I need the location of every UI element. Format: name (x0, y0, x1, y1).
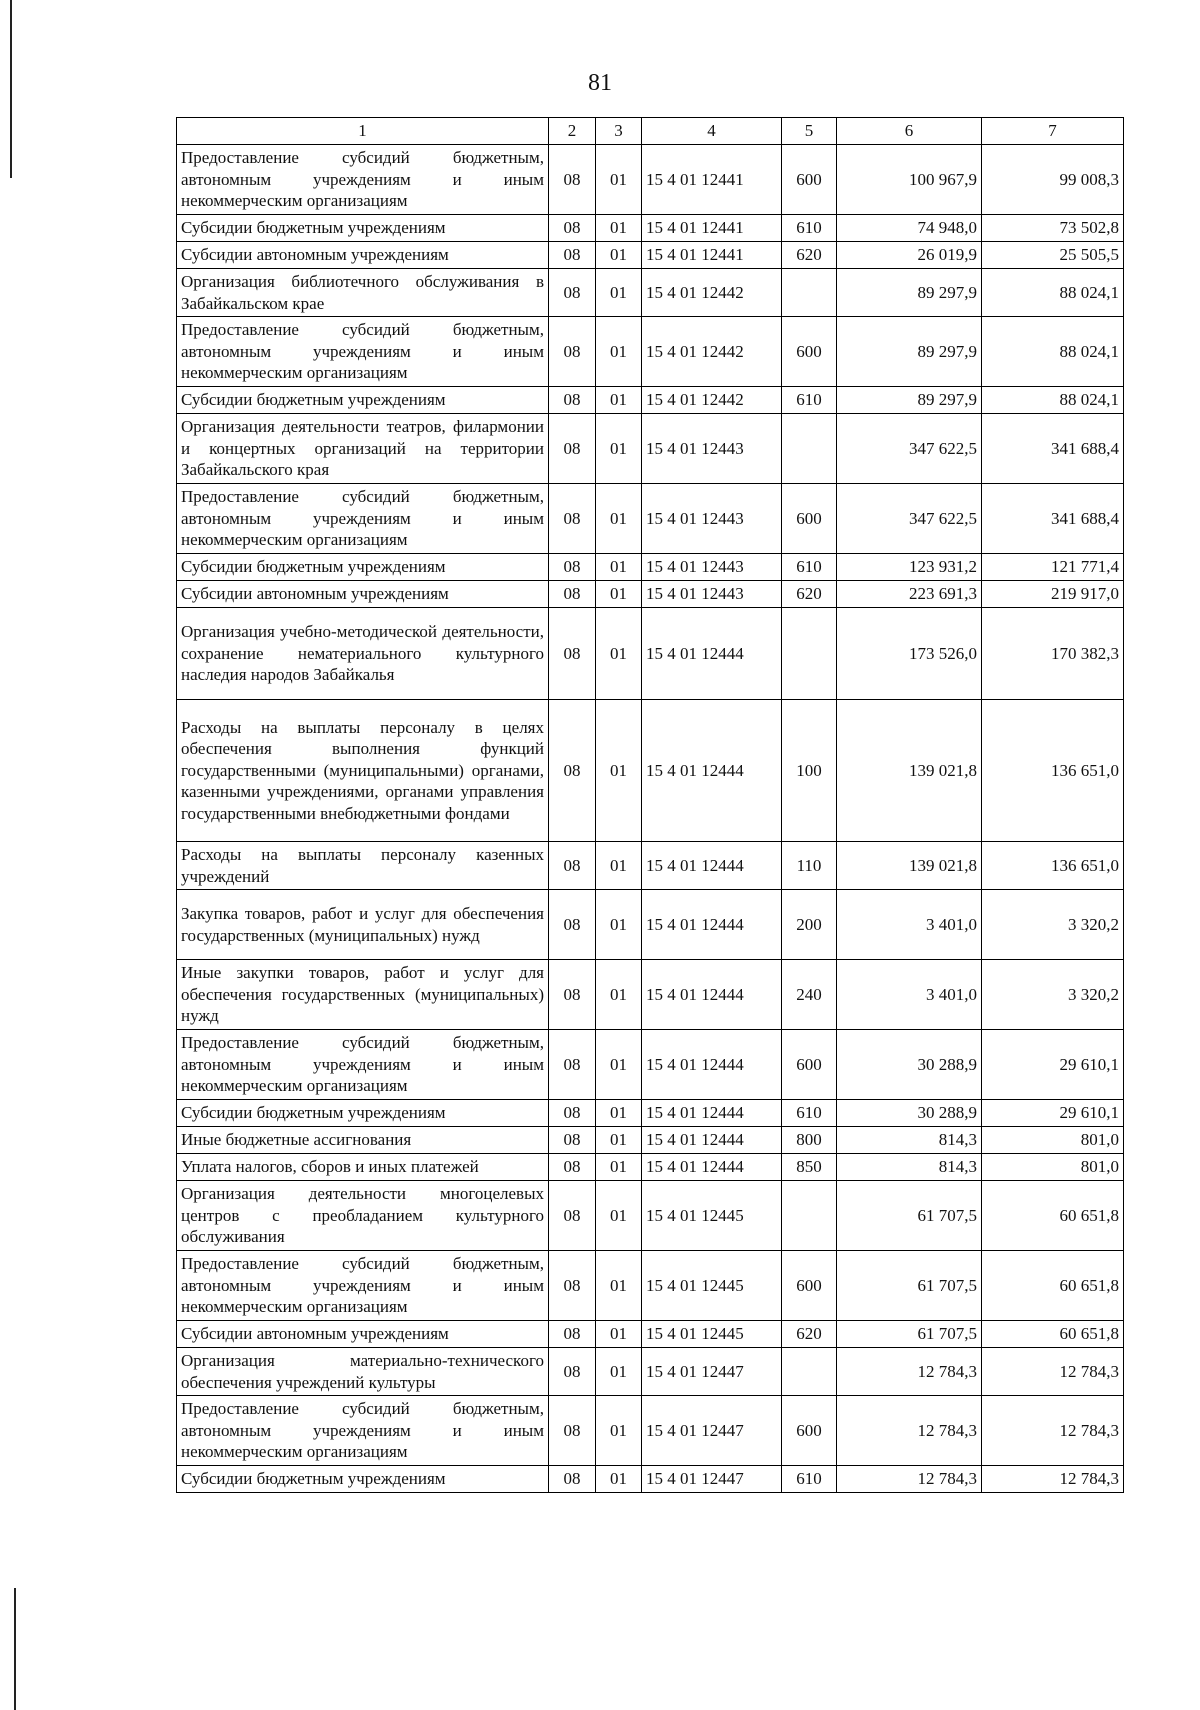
cell-amount-col6: 139 021,8 (837, 700, 982, 842)
cell-target-code: 15 4 01 12443 (642, 554, 782, 581)
cell-expense-type: 600 (782, 145, 837, 215)
cell-section: 08 (549, 890, 596, 960)
cell-amount-col7: 60 651,8 (982, 1321, 1124, 1348)
cell-name: Предоставление субсидий бюджетным, автономным учреждениям и иным некоммерческим организациям (177, 145, 549, 215)
cell-amount-col6: 347 622,5 (837, 484, 982, 554)
cell-name: Организация материально-технического обеспечения учреждений культуры (177, 1348, 549, 1396)
cell-name: Предоставление субсидий бюджетным, автономным учреждениям и иным некоммерческим организациям (177, 484, 549, 554)
cell-section: 08 (549, 317, 596, 387)
cell-subsection: 01 (596, 242, 642, 269)
cell-target-code: 15 4 01 12441 (642, 145, 782, 215)
cell-subsection: 01 (596, 269, 642, 317)
cell-expense-type: 600 (782, 317, 837, 387)
cell-target-code: 15 4 01 12447 (642, 1348, 782, 1396)
cell-expense-type (782, 414, 837, 484)
cell-amount-col7: 136 651,0 (982, 700, 1124, 842)
table-row (177, 414, 1124, 484)
cell-amount-col7: 73 502,8 (982, 215, 1124, 242)
cell-target-code: 15 4 01 12442 (642, 387, 782, 414)
table-row (177, 1100, 1124, 1127)
table-row (177, 554, 1124, 581)
cell-section: 08 (549, 484, 596, 554)
cell-expense-type: 610 (782, 1100, 837, 1127)
cell-amount-col7: 219 917,0 (982, 581, 1124, 608)
cell-section: 08 (549, 1030, 596, 1100)
cell-target-code: 15 4 01 12441 (642, 242, 782, 269)
cell-name: Предоставление субсидий бюджетным, автономным учреждениям и иным некоммерческим организациям (177, 1396, 549, 1466)
cell-name: Организация библиотечного обслуживания в Забайкальском крае (177, 269, 549, 317)
cell-amount-col6: 12 784,3 (837, 1348, 982, 1396)
cell-target-code: 15 4 01 12441 (642, 215, 782, 242)
cell-expense-type: 200 (782, 890, 837, 960)
cell-amount-col6: 30 288,9 (837, 1100, 982, 1127)
cell-amount-col7: 60 651,8 (982, 1251, 1124, 1321)
cell-name: Субсидии автономным учреждениям (177, 1321, 549, 1348)
cell-subsection: 01 (596, 700, 642, 842)
cell-expense-type: 620 (782, 581, 837, 608)
cell-target-code: 15 4 01 12444 (642, 842, 782, 890)
table-row (177, 484, 1124, 554)
cell-amount-col6: 814,3 (837, 1127, 982, 1154)
cell-subsection: 01 (596, 1154, 642, 1181)
cell-expense-type (782, 608, 837, 700)
table-row (177, 890, 1124, 960)
cell-target-code: 15 4 01 12442 (642, 269, 782, 317)
cell-section: 08 (549, 608, 596, 700)
table-row (177, 960, 1124, 1030)
cell-expense-type: 100 (782, 700, 837, 842)
header-cell-7: 7 (982, 118, 1124, 145)
cell-section: 08 (549, 1251, 596, 1321)
cell-section: 08 (549, 960, 596, 1030)
cell-subsection: 01 (596, 581, 642, 608)
table-row (177, 215, 1124, 242)
cell-expense-type (782, 1348, 837, 1396)
cell-name: Организация учебно-методической деятельности, сохранение нематериального культурного наследия народов Забайкалья (177, 608, 549, 700)
cell-amount-col7: 25 505,5 (982, 242, 1124, 269)
cell-subsection: 01 (596, 145, 642, 215)
cell-section: 08 (549, 1466, 596, 1493)
cell-target-code: 15 4 01 12444 (642, 608, 782, 700)
cell-subsection: 01 (596, 1321, 642, 1348)
cell-expense-type: 620 (782, 1321, 837, 1348)
cell-expense-type: 610 (782, 554, 837, 581)
cell-subsection: 01 (596, 1127, 642, 1154)
cell-amount-col6: 30 288,9 (837, 1030, 982, 1100)
cell-subsection: 01 (596, 1348, 642, 1396)
cell-amount-col7: 60 651,8 (982, 1181, 1124, 1251)
cell-amount-col7: 801,0 (982, 1127, 1124, 1154)
cell-section: 08 (549, 1348, 596, 1396)
cell-amount-col7: 88 024,1 (982, 317, 1124, 387)
cell-amount-col6: 61 707,5 (837, 1181, 982, 1251)
table-row (177, 700, 1124, 842)
cell-amount-col6: 61 707,5 (837, 1251, 982, 1321)
table-row (177, 387, 1124, 414)
cell-subsection: 01 (596, 414, 642, 484)
cell-name: Предоставление субсидий бюджетным, автономным учреждениям и иным некоммерческим организациям (177, 1251, 549, 1321)
cell-name: Организация деятельности театров, филармонии и концертных организаций на территории Забайкальского края (177, 414, 549, 484)
cell-subsection: 01 (596, 215, 642, 242)
cell-amount-col6: 139 021,8 (837, 842, 982, 890)
cell-target-code: 15 4 01 12444 (642, 1100, 782, 1127)
cell-target-code: 15 4 01 12444 (642, 1127, 782, 1154)
cell-section: 08 (549, 1154, 596, 1181)
table-row (177, 1321, 1124, 1348)
cell-name: Субсидии бюджетным учреждениям (177, 387, 549, 414)
cell-subsection: 01 (596, 960, 642, 1030)
cell-section: 08 (549, 215, 596, 242)
cell-subsection: 01 (596, 554, 642, 581)
cell-amount-col6: 74 948,0 (837, 215, 982, 242)
cell-target-code: 15 4 01 12444 (642, 890, 782, 960)
cell-amount-col6: 89 297,9 (837, 269, 982, 317)
cell-amount-col7: 29 610,1 (982, 1100, 1124, 1127)
table-row (177, 1348, 1124, 1396)
cell-section: 08 (549, 554, 596, 581)
cell-amount-col7: 341 688,4 (982, 414, 1124, 484)
cell-name: Субсидии бюджетным учреждениям (177, 554, 549, 581)
cell-amount-col6: 100 967,9 (837, 145, 982, 215)
cell-amount-col7: 136 651,0 (982, 842, 1124, 890)
table-row (177, 1127, 1124, 1154)
cell-target-code: 15 4 01 12445 (642, 1181, 782, 1251)
cell-expense-type: 600 (782, 1251, 837, 1321)
cell-amount-col7: 99 008,3 (982, 145, 1124, 215)
cell-target-code: 15 4 01 12444 (642, 1030, 782, 1100)
header-cell-1: 1 (177, 118, 549, 145)
cell-amount-col7: 121 771,4 (982, 554, 1124, 581)
cell-amount-col7: 12 784,3 (982, 1348, 1124, 1396)
header-cell-3: 3 (596, 118, 642, 145)
cell-amount-col6: 347 622,5 (837, 414, 982, 484)
table-row (177, 1396, 1124, 1466)
cell-expense-type: 110 (782, 842, 837, 890)
cell-expense-type: 620 (782, 242, 837, 269)
cell-amount-col6: 89 297,9 (837, 387, 982, 414)
cell-section: 08 (549, 387, 596, 414)
cell-expense-type: 610 (782, 215, 837, 242)
cell-target-code: 15 4 01 12444 (642, 700, 782, 842)
cell-expense-type: 600 (782, 1396, 837, 1466)
cell-subsection: 01 (596, 1396, 642, 1466)
cell-target-code: 15 4 01 12443 (642, 581, 782, 608)
cell-amount-col7: 3 320,2 (982, 890, 1124, 960)
cell-amount-col6: 12 784,3 (837, 1466, 982, 1493)
cell-section: 08 (549, 269, 596, 317)
cell-amount-col7: 12 784,3 (982, 1396, 1124, 1466)
cell-amount-col7: 88 024,1 (982, 387, 1124, 414)
cell-section: 08 (549, 1181, 596, 1251)
cell-subsection: 01 (596, 484, 642, 554)
cell-subsection: 01 (596, 1181, 642, 1251)
cell-amount-col6: 3 401,0 (837, 960, 982, 1030)
table-row (177, 317, 1124, 387)
cell-section: 08 (549, 1321, 596, 1348)
cell-amount-col7: 3 320,2 (982, 960, 1124, 1030)
cell-name: Предоставление субсидий бюджетным, автономным учреждениям и иным некоммерческим организациям (177, 317, 549, 387)
table-row (177, 581, 1124, 608)
cell-amount-col7: 88 024,1 (982, 269, 1124, 317)
cell-name: Расходы на выплаты персоналу казенных учреждений (177, 842, 549, 890)
scan-edge-line-bottom (14, 1588, 16, 1710)
cell-target-code: 15 4 01 12442 (642, 317, 782, 387)
table-header-row (177, 118, 1124, 145)
header-cell-5: 5 (782, 118, 837, 145)
table-row (177, 269, 1124, 317)
cell-name: Субсидии бюджетным учреждениям (177, 1466, 549, 1493)
cell-name: Организация деятельности многоцелевых центров с преобладанием культурного обслуживания (177, 1181, 549, 1251)
cell-expense-type: 240 (782, 960, 837, 1030)
cell-subsection: 01 (596, 890, 642, 960)
cell-name: Субсидии бюджетным учреждениям (177, 215, 549, 242)
cell-expense-type: 850 (782, 1154, 837, 1181)
cell-target-code: 15 4 01 12445 (642, 1321, 782, 1348)
cell-amount-col7: 170 382,3 (982, 608, 1124, 700)
cell-name: Уплата налогов, сборов и иных платежей (177, 1154, 549, 1181)
cell-target-code: 15 4 01 12445 (642, 1251, 782, 1321)
cell-name: Иные бюджетные ассигнования (177, 1127, 549, 1154)
cell-target-code: 15 4 01 12443 (642, 484, 782, 554)
header-cell-4: 4 (642, 118, 782, 145)
cell-section: 08 (549, 700, 596, 842)
cell-expense-type: 600 (782, 484, 837, 554)
cell-name: Иные закупки товаров, работ и услуг для обеспечения государственных (муниципальных) нужд (177, 960, 549, 1030)
header-cell-2: 2 (549, 118, 596, 145)
cell-amount-col6: 123 931,2 (837, 554, 982, 581)
cell-name: Субсидии автономным учреждениям (177, 581, 549, 608)
header-cell-6: 6 (837, 118, 982, 145)
cell-amount-col6: 173 526,0 (837, 608, 982, 700)
cell-amount-col6: 26 019,9 (837, 242, 982, 269)
cell-section: 08 (549, 1100, 596, 1127)
cell-section: 08 (549, 1127, 596, 1154)
cell-name: Субсидии автономным учреждениям (177, 242, 549, 269)
cell-amount-col6: 12 784,3 (837, 1396, 982, 1466)
cell-name: Предоставление субсидий бюджетным, автономным учреждениям и иным некоммерческим организациям (177, 1030, 549, 1100)
cell-name: Субсидии бюджетным учреждениям (177, 1100, 549, 1127)
cell-section: 08 (549, 842, 596, 890)
cell-expense-type: 610 (782, 387, 837, 414)
cell-target-code: 15 4 01 12447 (642, 1466, 782, 1493)
cell-amount-col7: 29 610,1 (982, 1030, 1124, 1100)
cell-subsection: 01 (596, 387, 642, 414)
budget-table (176, 117, 1124, 1493)
cell-subsection: 01 (596, 608, 642, 700)
cell-amount-col7: 12 784,3 (982, 1466, 1124, 1493)
cell-name: Расходы на выплаты персоналу в целях обеспечения выполнения функций государственными (муниципальными) органами, казенными учреждениями, органами управления государственными внебюджетными фондами (177, 700, 549, 842)
cell-expense-type: 800 (782, 1127, 837, 1154)
page-number: 81 (588, 70, 612, 96)
cell-expense-type: 600 (782, 1030, 837, 1100)
cell-target-code: 15 4 01 12443 (642, 414, 782, 484)
cell-amount-col6: 223 691,3 (837, 581, 982, 608)
cell-expense-type (782, 269, 837, 317)
cell-subsection: 01 (596, 1466, 642, 1493)
cell-subsection: 01 (596, 1100, 642, 1127)
cell-section: 08 (549, 1396, 596, 1466)
cell-subsection: 01 (596, 1251, 642, 1321)
table-row (177, 608, 1124, 700)
cell-amount-col7: 801,0 (982, 1154, 1124, 1181)
cell-subsection: 01 (596, 317, 642, 387)
table-row (177, 145, 1124, 215)
cell-name: Закупка товаров, работ и услуг для обеспечения государственных (муниципальных) нужд (177, 890, 549, 960)
table-row (177, 842, 1124, 890)
cell-section: 08 (549, 242, 596, 269)
cell-target-code: 15 4 01 12444 (642, 1154, 782, 1181)
cell-target-code: 15 4 01 12447 (642, 1396, 782, 1466)
cell-expense-type: 610 (782, 1466, 837, 1493)
cell-amount-col6: 89 297,9 (837, 317, 982, 387)
cell-amount-col7: 341 688,4 (982, 484, 1124, 554)
cell-expense-type (782, 1181, 837, 1251)
cell-subsection: 01 (596, 1030, 642, 1100)
cell-section: 08 (549, 145, 596, 215)
table-row (177, 242, 1124, 269)
table-row (177, 1030, 1124, 1100)
cell-section: 08 (549, 581, 596, 608)
table-row (177, 1466, 1124, 1493)
cell-amount-col6: 61 707,5 (837, 1321, 982, 1348)
cell-target-code: 15 4 01 12444 (642, 960, 782, 1030)
budget-table-body (177, 118, 1124, 1493)
cell-amount-col6: 814,3 (837, 1154, 982, 1181)
cell-amount-col6: 3 401,0 (837, 890, 982, 960)
table-row (177, 1251, 1124, 1321)
table-row (177, 1154, 1124, 1181)
table-row (177, 1181, 1124, 1251)
cell-subsection: 01 (596, 842, 642, 890)
cell-section: 08 (549, 414, 596, 484)
